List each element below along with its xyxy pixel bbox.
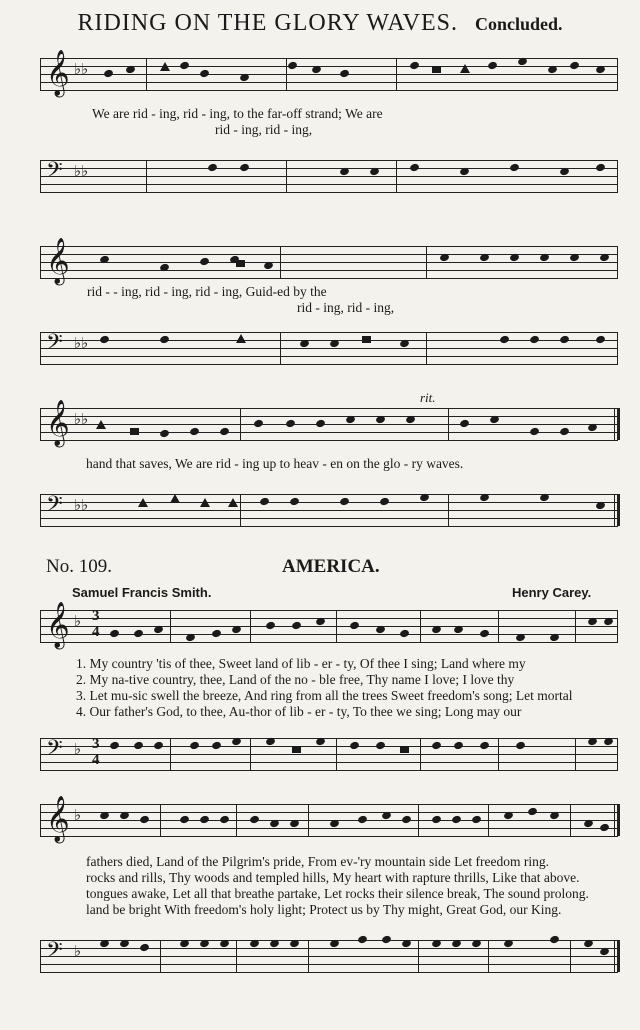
riding-lyric-1a: We are rid - ing, rid - ing, to the far-off strand; We are <box>92 106 383 121</box>
treble-staff-3 <box>40 400 618 445</box>
america-verse-4b: land be bright With freedom's holy light; Protect us by Thy might, Great God, our King. <box>86 902 562 917</box>
song-subtitle: Concluded. <box>474 14 563 34</box>
treble-staff-1 <box>40 50 618 95</box>
treble-clef-icon: 𝄞 <box>46 602 70 647</box>
bass-clef-icon: 𝄢 <box>46 938 63 967</box>
america-verse-1b: fathers died, Land of the Pilgrim's pride, From ev-'ry mountain side Let freedom ring. <box>86 854 550 869</box>
treble-clef-icon: 𝄞 <box>46 796 70 841</box>
key-signature-flats: ♭♭ <box>74 412 89 428</box>
key-signature-flat: ♭ <box>74 944 82 960</box>
america-verse-3a: 3. Let mu-sic swell the breeze, And ring from all the trees Sweet freedom's song; Let mortal <box>76 688 573 703</box>
bass-staff-2 <box>40 332 618 364</box>
riding-lyric-3: hand that saves, We are rid - ing up to heav - en on the glo - ry waves. <box>86 456 464 471</box>
america-bass-staff-2 <box>40 940 618 972</box>
america-verse-2a: 2. My na-tive country, thee, Land of the no - ble free, Thy name I love; I love thy <box>76 672 515 687</box>
key-signature-flat: ♭ <box>74 742 82 758</box>
key-signature-flats: ♭♭ <box>74 62 89 78</box>
america-treble-staff-1 <box>40 602 618 647</box>
america-verse-3b: tongues awake, Let all that breathe partake, Let rocks their silence break, The sound prolong. <box>86 886 589 901</box>
page-title <box>0 10 640 37</box>
america-bass-staff-1 <box>40 738 618 770</box>
key-signature-flats: ♭♭ <box>74 164 89 180</box>
hymn-title: AMERICA. <box>282 556 380 577</box>
key-signature-flats: ♭♭ <box>74 498 89 514</box>
treble-clef-icon: 𝄞 <box>46 50 70 95</box>
america-verse-4a: 4. Our father's God, to thee, Au-thor of lib - er - ty, To thee we sing; Long may our <box>76 704 522 719</box>
bass-clef-icon: 𝄢 <box>46 330 63 359</box>
treble-staff-2 <box>40 238 618 283</box>
lyricist-credit: Samuel Francis Smith. <box>72 585 212 600</box>
treble-clef-icon: 𝄞 <box>46 238 70 283</box>
bass-clef-icon: 𝄢 <box>46 158 63 187</box>
key-signature-flats: ♭♭ <box>74 336 89 352</box>
riding-lyric-2b: rid - ing, rid - ing, <box>297 300 395 315</box>
america-verse-2b: rocks and rills, Thy woods and templed hills, My heart with rapture thrills, Like that above. <box>86 870 580 885</box>
composer-credit: Henry Carey. <box>512 585 592 600</box>
time-signature: 3 4 <box>92 736 100 768</box>
america-verse-1a: 1. My country 'tis of thee, Sweet land of lib - er - ty, Of thee I sing; Land where my <box>76 656 526 671</box>
hymn-number: No. 109. <box>46 556 112 577</box>
key-signature-flat: ♭ <box>74 614 82 630</box>
riding-lyric-1b: rid - ing, rid - ing, <box>215 122 313 137</box>
song-title: RIDING ON THE GLORY WAVES. <box>77 10 458 36</box>
bass-staff-3 <box>40 494 618 526</box>
america-treble-staff-2 <box>40 796 618 841</box>
bass-staff-1 <box>40 160 618 192</box>
time-signature: 3 4 <box>92 608 100 640</box>
treble-clef-icon: 𝄞 <box>46 400 70 445</box>
key-signature-flat: ♭ <box>74 808 82 824</box>
ritardando-mark: rit. <box>420 390 436 405</box>
riding-lyric-2a: rid - - ing, rid - ing, rid - ing, Guid-ed by the <box>87 284 327 299</box>
bass-clef-icon: 𝄢 <box>46 492 63 521</box>
bass-clef-icon: 𝄢 <box>46 736 63 765</box>
